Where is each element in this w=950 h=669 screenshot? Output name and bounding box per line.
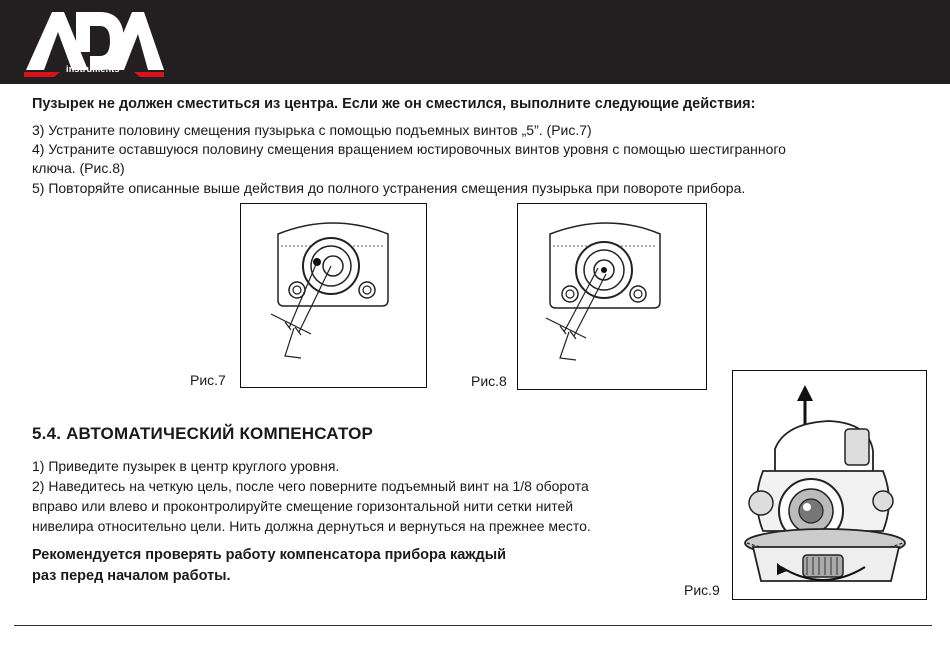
step-5-text: 5) Повторяйте описанные выше действия до полного устранения смещения пузырька при повороте прибора.	[32, 180, 746, 196]
level-instrument-drawing-icon	[733, 371, 925, 598]
step-4-text-line1: 4) Устраните оставшуюся половину смещения вращением юстировочных винтов уровня с помощью шестигранного	[32, 141, 786, 157]
figure-7	[240, 203, 427, 388]
compensator-step-2-line3: нивелира относительно цели. Нить должна дернуться и вернуться на прежнее место.	[32, 518, 591, 534]
section-heading: 5.4. АВТОМАТИЧЕСКИЙ КОМПЕНСАТОР	[32, 424, 374, 443]
page-header	[0, 0, 950, 84]
compensator-step-1: 1) Приведите пузырек в центр круглого уровня.	[32, 458, 340, 474]
step-4-text-line2: ключа. (Рис.8)	[32, 160, 125, 176]
figure-8	[517, 203, 707, 390]
figure-9	[732, 370, 927, 600]
recommendation-line1: Рекомендуется проверять работу компенсатора прибора каждый	[32, 547, 507, 563]
footer-divider	[14, 625, 932, 626]
recommendation-line2: раз перед началом работы.	[32, 568, 231, 584]
level-adjustment-diagram-icon	[518, 204, 705, 388]
compensator-step-2-line2: вправо или влево и проконтролируйте смещение горизонтальной нити сетки нитей	[32, 498, 574, 514]
level-adjustment-diagram-icon	[241, 204, 425, 386]
logo-subtext: instruments	[66, 64, 120, 74]
compensator-step-2-line1: 2) Наведитесь на четкую цель, после чего поверните подъемный винт на 1/8 оборота	[32, 478, 589, 494]
figure-8-caption: Рис.8	[471, 373, 507, 389]
figure-7-caption: Рис.7	[190, 372, 226, 388]
figure-9-caption: Рис.9	[684, 582, 720, 598]
warning-text: Пузырек не должен сместиться из центра. Если же он сместился, выполните следующие действия:	[32, 96, 756, 112]
step-3-text: 3) Устраните половину смещения пузырька с помощью подъемных винтов „5”. (Рис.7)	[32, 122, 592, 138]
